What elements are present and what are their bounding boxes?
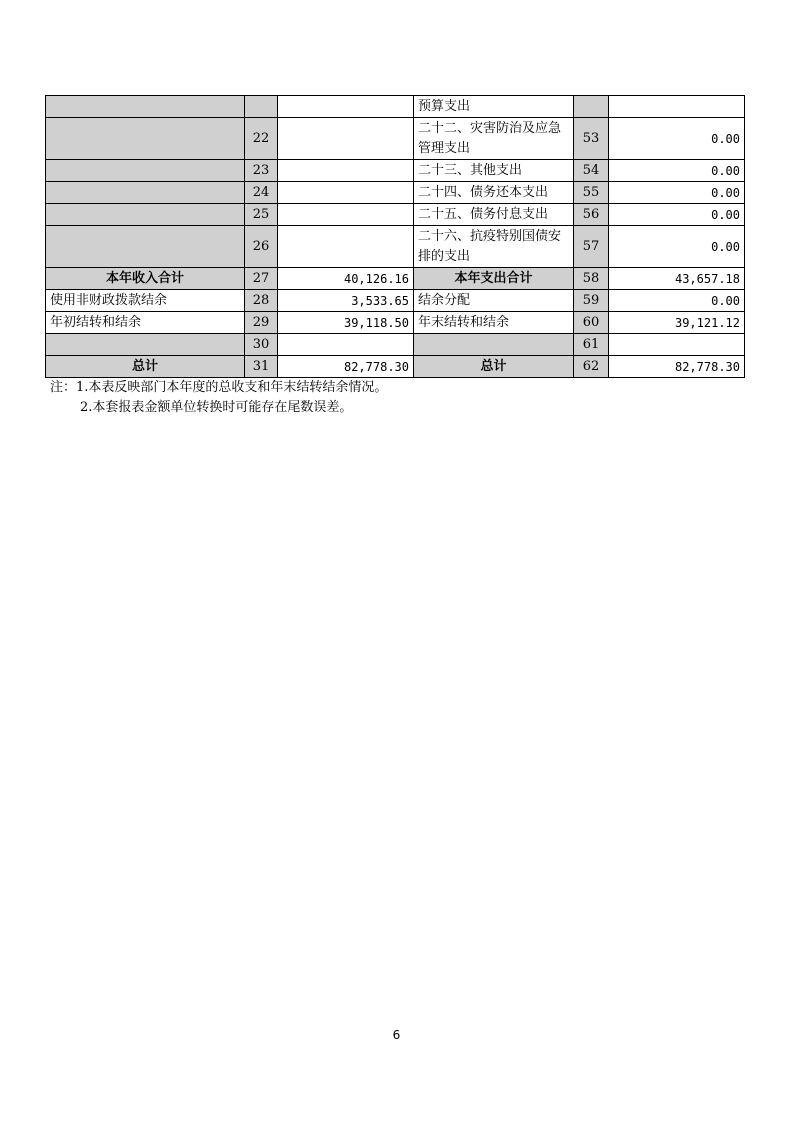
left-amount-cell [278, 96, 414, 118]
left-amount-cell [278, 118, 414, 160]
left-label-cell [46, 334, 245, 356]
table-body [46, 96, 745, 378]
right-label-cell [414, 334, 574, 356]
left-label-cell: 年初结转和结余 [46, 312, 245, 334]
table-row [46, 182, 745, 204]
left-label-cell: 本年收入合计 [46, 268, 245, 290]
right-label-cell: 结余分配 [414, 290, 574, 312]
right-amount-cell [609, 96, 745, 118]
table-row [46, 226, 745, 268]
table-row [46, 334, 745, 356]
left-line-number-cell: 28 [245, 290, 278, 312]
right-amount-cell: 0.00 [609, 226, 745, 268]
right-amount-cell: 43,657.18 [609, 268, 745, 290]
left-amount-cell [278, 204, 414, 226]
right-line-number-cell: 54 [574, 160, 609, 182]
right-line-number-cell [574, 96, 609, 118]
left-amount-cell: 82,778.30 [278, 356, 414, 378]
right-amount-cell: 39,121.12 [609, 312, 745, 334]
left-amount-cell [278, 226, 414, 268]
left-line-number-cell: 25 [245, 204, 278, 226]
left-amount-cell [278, 160, 414, 182]
left-amount-cell [278, 182, 414, 204]
left-amount-cell [278, 334, 414, 356]
left-line-number-cell: 23 [245, 160, 278, 182]
left-amount-cell: 40,126.16 [278, 268, 414, 290]
left-label-cell [46, 96, 245, 118]
right-amount-cell: 82,778.30 [609, 356, 745, 378]
right-label-cell: 总计 [414, 356, 574, 378]
right-amount-cell: 0.00 [609, 182, 745, 204]
left-amount-cell: 39,118.50 [278, 312, 414, 334]
right-amount-cell: 0.00 [609, 160, 745, 182]
right-label-cell: 二十五、债务付息支出 [414, 204, 574, 226]
right-label-cell: 二十二、灾害防治及应急管理支出 [414, 118, 574, 160]
left-label-cell [46, 204, 245, 226]
right-line-number-cell: 59 [574, 290, 609, 312]
table-row [46, 268, 745, 290]
right-line-number-cell: 53 [574, 118, 609, 160]
left-label-cell: 总计 [46, 356, 245, 378]
right-line-number-cell: 62 [574, 356, 609, 378]
table-row [46, 160, 745, 182]
right-label-cell: 年末结转和结余 [414, 312, 574, 334]
right-label-cell: 二十三、其他支出 [414, 160, 574, 182]
left-line-number-cell: 24 [245, 182, 278, 204]
left-line-number-cell [245, 96, 278, 118]
table-row [46, 118, 745, 160]
right-amount-cell: 0.00 [609, 290, 745, 312]
right-amount-cell: 0.00 [609, 118, 745, 160]
page-number: 6 [392, 1028, 401, 1042]
left-line-number-cell: 26 [245, 226, 278, 268]
right-line-number-cell: 58 [574, 268, 609, 290]
left-label-cell [46, 118, 245, 160]
left-line-number-cell: 31 [245, 356, 278, 378]
footnote-2: 2.本套报表金额单位转换时可能存在尾数误差。 [80, 400, 353, 415]
table-row [46, 312, 745, 334]
right-label-cell: 预算支出 [414, 96, 574, 118]
right-label-cell: 二十六、抗疫特别国债安排的支出 [414, 226, 574, 268]
left-line-number-cell: 27 [245, 268, 278, 290]
left-line-number-cell: 30 [245, 334, 278, 356]
left-label-cell: 使用非财政拨款结余 [46, 290, 245, 312]
right-line-number-cell: 56 [574, 204, 609, 226]
right-line-number-cell: 60 [574, 312, 609, 334]
right-amount-cell: 0.00 [609, 204, 745, 226]
right-line-number-cell: 55 [574, 182, 609, 204]
right-amount-cell [609, 334, 745, 356]
right-line-number-cell: 57 [574, 226, 609, 268]
right-label-cell: 本年支出合计 [414, 268, 574, 290]
right-label-cell: 二十四、债务还本支出 [414, 182, 574, 204]
table-row [46, 290, 745, 312]
left-line-number-cell: 22 [245, 118, 278, 160]
footnotes [50, 378, 387, 418]
table-row [46, 204, 745, 226]
table-row [46, 96, 745, 118]
left-label-cell [46, 226, 245, 268]
left-line-number-cell: 29 [245, 312, 278, 334]
left-amount-cell: 3,533.65 [278, 290, 414, 312]
table-row [46, 356, 745, 378]
left-label-cell [46, 160, 245, 182]
right-line-number-cell: 61 [574, 334, 609, 356]
left-label-cell [46, 182, 245, 204]
footnote-1: 注：1.本表反映部门本年度的总收支和年末结转结余情况。 [50, 380, 388, 395]
income-expenditure-table [45, 95, 745, 378]
